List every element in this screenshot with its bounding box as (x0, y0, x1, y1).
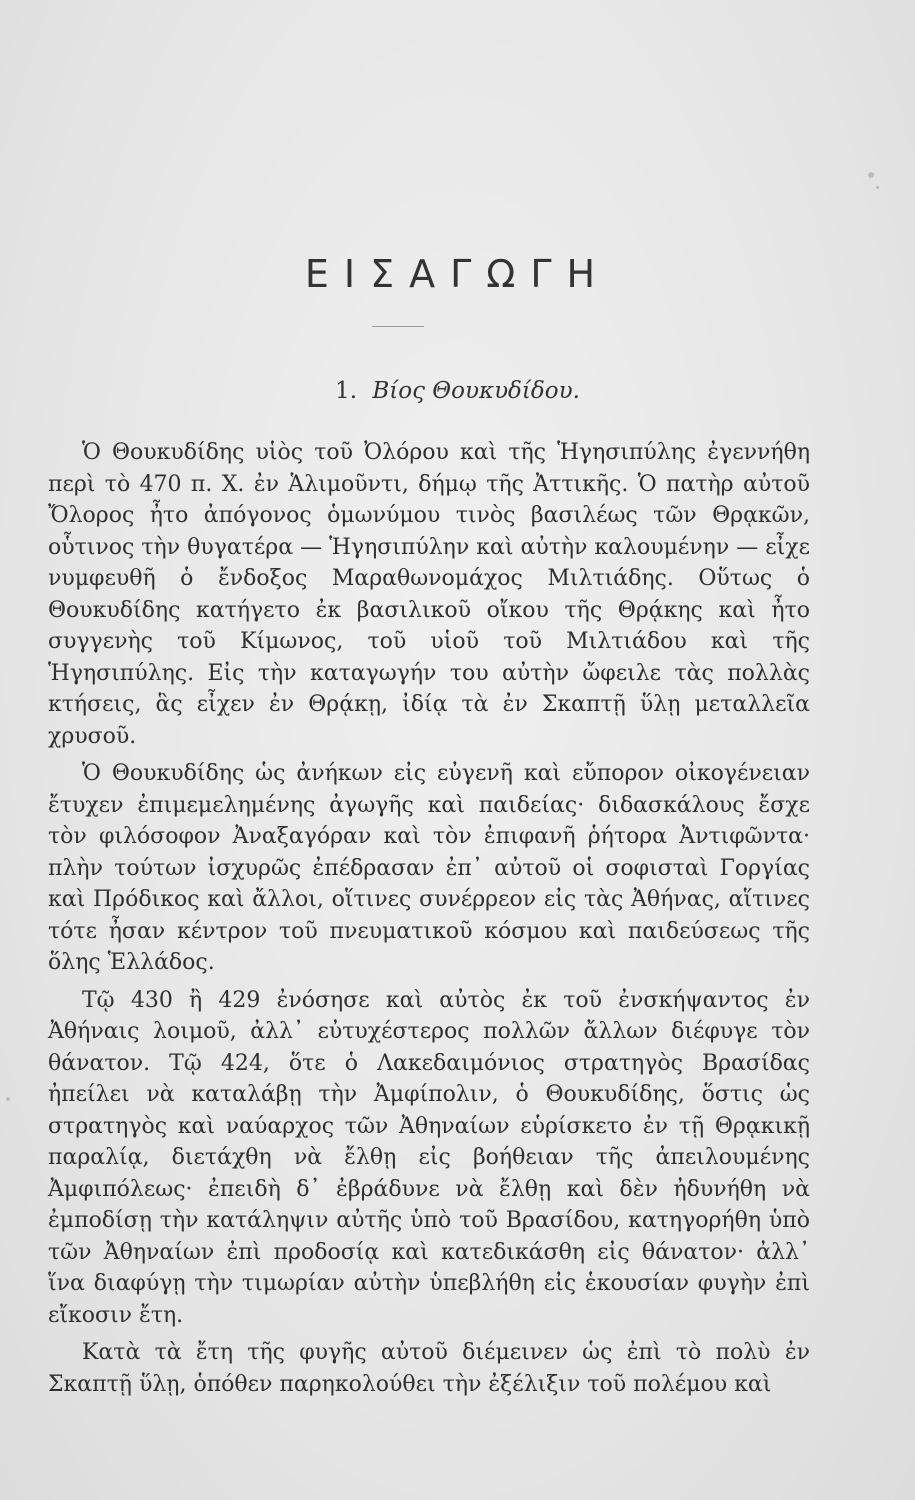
section-title-text: Βίος Θουκυδίδου. (372, 378, 580, 404)
paragraph: Κατὰ τὰ ἔτη τῆς φυγῆς αὐτοῦ διέμεινεν ὡς ἐπὶ τὸ πολὺ ἐν Σκαπτῇ ὕλῃ, ὁπόθεν παρηκολούθει τὴν ἐξέλιξιν τοῦ πολέμου καὶ (48, 1340, 810, 1397)
section-number: 1. (335, 378, 358, 404)
ink-spot (876, 186, 879, 189)
paragraph: Τῷ 430 ἢ 429 ἐνόσησε καὶ αὐτὸς ἐκ τοῦ ἐνσκήψαντος ἐν Ἀθήναις λοιμοῦ, ἀλλ᾽ εὐτυχέστερος πολλῶν ἄλλων διέφυγε τὸν θάνατον. Τῷ 424, ὅτε ὁ Λακεδαιμόνιος στρατηγὸς Βρασίδας ἠπείλει νὰ καταλάβῃ τὴν Ἀμφίπολιν, ὁ Θουκυδίδης, ὅστις ὡς στρατηγὸς καὶ ναύαρχος τῶν Ἀθηναίων εὑρίσκετο ἐν τῇ Θρᾳκικῇ παραλίᾳ, διετάχθη νὰ ἔλθῃ εἰς βοήθειαν τῆς ἀπειλουμένης Ἀμφιπόλεως· ἐπειδὴ δ᾽ ἐβράδυνε νὰ ἔλθῃ καὶ δὲν ἠδυνήθη νὰ ἐμποδίσῃ τὴν κατάληψιν αὐτῆς ὑπὸ τοῦ Βρασίδου, κατηγορήθη ὑπὸ τῶν Ἀθηναίων ἐπὶ προδοσίᾳ καὶ κατεδικάσθη εἰς θάνατον· ἀλλ᾽ ἵνα διαφύγῃ τὴν τιμωρίαν αὐτὴν ὑπεβλήθη εἰς ἑκουσίαν φυγὴν ἐπὶ εἴκοσιν ἔτη. (48, 987, 810, 1328)
paragraph: Ὁ Θουκυδίδης ὡς ἀνήκων εἰς εὐγενῆ καὶ εὔπορον οἰκογένειαν ἔτυχεν ἐπιμεμελημένης ἀγωγῆς καὶ παιδείας· διδασκάλους ἔσχε τὸν φιλόσοφον Ἀναξαγόραν καὶ τὸν ἐπιφανῆ ῥήτορα Ἀντιφῶντα· πλὴν τούτων ἰσχυρῶς ἐπέδρασαν ἐπ᾽ αὐτοῦ οἱ σοφισταὶ Γοργίας καὶ Πρόδικος καὶ ἄλλοι, οἵτινες συνέρρεον εἰς τὰς Ἀθήνας, αἵτινες τότε ἦσαν κέντρον τοῦ πνευματικοῦ κόσμου καὶ παιδεύσεως τῆς ὅλης Ἑλλάδος. (48, 761, 810, 975)
ink-spot (868, 172, 874, 178)
ink-spot (6, 1097, 10, 1101)
chapter-heading: ΕΙΣΑΓΩΓΗ (304, 252, 611, 296)
divider-rule (372, 326, 424, 327)
body-text (48, 437, 810, 1406)
paragraph: Ὁ Θουκυδίδης υἱὸς τοῦ Ὀλόρου καὶ τῆς Ἡγησιπύλης ἐγεννήθη περὶ τὸ 470 π. Χ. ἐν Ἁλιμοῦντι, δήμῳ τῆς Ἀττικῆς. Ὁ πατὴρ αὐτοῦ Ὄλορος ἦτο ἀπόγονος ὁμωνύμου τινὸς βασιλέως τῶν Θρᾳκῶν, οὗτινος τὴν θυγατέρα — Ἡγησιπύλην καὶ αὐτὴν καλουμένην — εἶχε νυμφευθῆ ὁ ἔνδοξος Μαραθωνομάχος Μιλτιάδης. Οὕτως ὁ Θουκυδίδης κατήγετο ἐκ βασιλικοῦ οἴκου τῆς Θρᾴκης καὶ ἦτο συγγενὴς τοῦ Κίμωνος, τοῦ υἱοῦ τοῦ Μιλτιάδου καὶ τῆς Ἡγησιπύλης. Εἰς τὴν καταγωγήν του αὐτὴν ὤφειλε τὰς πολλὰς κτήσεις, ἃς εἶχεν ἐν Θρᾴκῃ, ἰδίᾳ τὰ ἐν Σκαπτῇ ὕλῃ μεταλλεῖα χρυσοῦ. (48, 440, 810, 749)
section-title (0, 378, 915, 404)
